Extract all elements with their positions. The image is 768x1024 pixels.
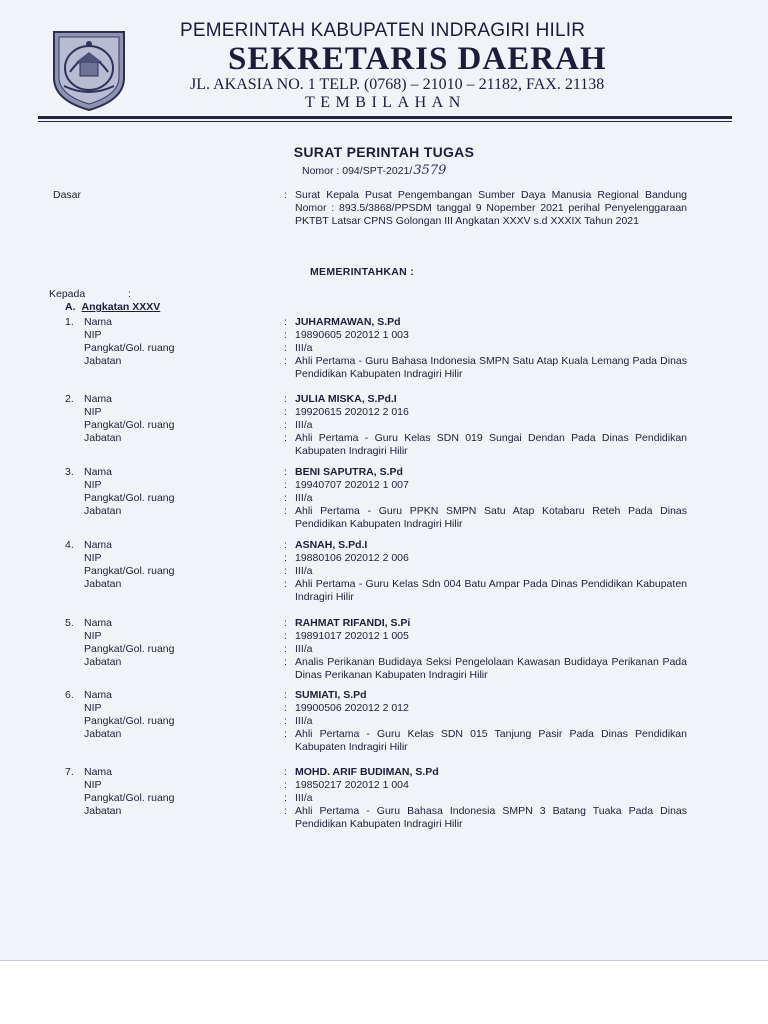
pangkat-value: III/a [295,492,313,504]
nama-colon: : [284,466,287,478]
pangkat-colon: : [284,419,287,431]
letterhead-rule-thin [38,121,732,122]
pangkat-value: III/a [295,419,313,431]
nip-value: 19940707 202012 1 007 [295,479,409,491]
pangkat-colon: : [284,643,287,655]
jabatan-colon: : [284,656,287,668]
nip-value: 19900506 202012 2 012 [295,702,409,714]
pangkat-value: III/a [295,565,313,577]
nama-colon: : [284,766,287,778]
nama-label: Nama [84,689,113,701]
dasar-label: Dasar [53,189,82,201]
nama-colon: : [284,393,287,405]
pangkat-colon: : [284,565,287,577]
nip-colon: : [284,630,287,642]
jabatan-label: Jabatan [84,805,122,817]
nip-value: 19850217 202012 1 004 [295,779,409,791]
nama-label: Nama [84,539,113,551]
nip-label: NIP [84,552,102,564]
list-item [0,766,768,836]
pangkat-colon: : [284,342,287,354]
angkatan-label: Angkatan XXXV [81,301,161,313]
jabatan-value: Ahli Pertama - Guru Bahasa Indonesia SMPN 3 Batang Tuaka Pada Dinas Pendidikan Kabupaten Indragiri Hilir [295,805,687,830]
pangkat-colon: : [284,715,287,727]
nip-colon: : [284,406,287,418]
pangkat-label: Pangkat/Gol. ruang [84,492,175,504]
nama-colon: : [284,617,287,629]
list-item [0,316,768,386]
nip-colon: : [284,702,287,714]
jabatan-value: Ahli Pertama - Guru PPKN SMPN Satu Atap Kotabaru Reteh Pada Dinas Pendidikan Kabupaten Indragiri Hilir [295,505,687,530]
list-item [0,617,768,687]
jabatan-colon: : [284,805,287,817]
letterhead-government: PEMERINTAH KABUPATEN INDRAGIRI HILIR [180,20,586,41]
nip-label: NIP [84,329,102,341]
nama-label: Nama [84,466,113,478]
jabatan-colon: : [284,578,287,590]
jabatan-value: Ahli Pertama - Guru Kelas Sdn 004 Batu Ampar Pada Dinas Pendidikan Kabupaten Indragiri Hilir [295,578,687,603]
entry-number: 2. [65,393,74,405]
regency-emblem-icon [50,28,128,112]
pangkat-value: III/a [295,643,313,655]
letterhead-city: TEMBILAHAN [305,94,466,111]
pangkat-label: Pangkat/Gol. ruang [84,715,175,727]
jabatan-value: Ahli Pertama - Guru Kelas SDN 019 Sungai Dendan Pada Dinas Pendidikan Kabupaten Indragiri Hilir [295,432,687,457]
nama-colon: : [284,539,287,551]
nip-label: NIP [84,779,102,791]
list-item [0,689,768,759]
entry-number: 7. [65,766,74,778]
pangkat-colon: : [284,792,287,804]
jabatan-colon: : [284,505,287,517]
pangkat-label: Pangkat/Gol. ruang [84,565,175,577]
letterhead-office: SEKRETARIS DAERAH [228,41,607,77]
kepada-label: Kepada [49,288,86,300]
dasar-text: Surat Kepala Pusat Pengembangan Sumber Daya Manusia Regional Bandung Nomor : 893.5/3868/PPSDM tanggal 9 Nopember 2021 perihal Penyelenggaraan PKTBT Latsar CPNS Golongan III Angkatan XXXV s.d XXXIX Tahun 2021 [295,189,687,227]
nip-value: 19890605 202012 1 003 [295,329,409,341]
jabatan-colon: : [284,432,287,444]
jabatan-value: Ahli Pertama - Guru Bahasa Indonesia SMPN Satu Atap Kuala Lemang Pada Dinas Pendidikan Kabupaten Indragiri Hilir [295,355,687,380]
pangkat-label: Pangkat/Gol. ruang [84,792,175,804]
pangkat-value: III/a [295,715,313,727]
nama-label: Nama [84,617,113,629]
jabatan-value: Analis Perikanan Budidaya Seksi Pengelolaan Kawasan Budidaya Perikanan Pada Dinas Perikanan Kabupaten Indragiri Hilir [295,656,687,681]
pangkat-value: III/a [295,792,313,804]
angkatan-heading [65,301,160,313]
nama-label: Nama [84,316,113,328]
entry-number: 5. [65,617,74,629]
dasar-colon: : [284,189,287,201]
pangkat-label: Pangkat/Gol. ruang [84,342,175,354]
nama-label: Nama [84,766,113,778]
nama-value: ASNAH, S.Pd.I [295,539,368,551]
nip-label: NIP [84,479,102,491]
jabatan-label: Jabatan [84,355,122,367]
nip-value: 19920615 202012 2 016 [295,406,409,418]
nama-label: Nama [84,393,113,405]
nama-colon: : [284,316,287,328]
document-title: SURAT PERINTAH TUGAS [293,144,475,160]
jabatan-value: Ahli Pertama - Guru Kelas SDN 015 Tanjung Pasir Pada Dinas Pendidikan Kabupaten Indragiri Hilir [295,728,687,753]
jabatan-label: Jabatan [84,432,122,444]
nip-label: NIP [84,630,102,642]
pangkat-value: III/a [295,342,313,354]
entry-number: 4. [65,539,74,551]
memerintahkan-heading: MEMERINTAHKAN : [310,266,415,278]
entry-number: 6. [65,689,74,701]
nama-colon: : [284,689,287,701]
nama-value: SUMIATI, S.Pd [295,689,367,701]
entry-number: 1. [65,316,74,328]
nip-value: 19880106 202012 2 006 [295,552,409,564]
list-item [0,466,768,536]
pangkat-colon: : [284,492,287,504]
jabatan-label: Jabatan [84,728,122,740]
nama-value: BENI SAPUTRA, S.Pd [295,466,403,478]
nama-value: JULIA MISKA, S.Pd.I [295,393,397,405]
jabatan-label: Jabatan [84,505,122,517]
jabatan-colon: : [284,355,287,367]
angkatan-letter: A. [65,301,76,313]
nip-label: NIP [84,702,102,714]
letterhead-address: JL. AKASIA NO. 1 TELP. (0768) – 21010 – 21182, FAX. 21138 [190,76,605,93]
nip-label: NIP [84,406,102,418]
jabatan-colon: : [284,728,287,740]
nip-colon: : [284,329,287,341]
jabatan-label: Jabatan [84,578,122,590]
document-number-prefix: Nomor : 094/SPT-2021/ [302,165,413,177]
nip-colon: : [284,479,287,491]
nip-colon: : [284,779,287,791]
nama-value: RAHMAT RIFANDI, S.Pi [295,617,411,629]
pangkat-label: Pangkat/Gol. ruang [84,419,175,431]
document-number [302,163,446,178]
nama-value: JUHARMAWAN, S.Pd [295,316,401,328]
jabatan-label: Jabatan [84,656,122,668]
pangkat-label: Pangkat/Gol. ruang [84,643,175,655]
nip-colon: : [284,552,287,564]
letterhead [0,0,768,125]
kepada-colon: : [128,288,131,300]
document-number-handwritten: 3579 [413,163,447,178]
letterhead-rule-thick [38,116,732,119]
list-item [0,539,768,609]
list-item [0,393,768,463]
nip-value: 19891017 202012 1 005 [295,630,409,642]
nama-value: MOHD. ARIF BUDIMAN, S.Pd [295,766,439,778]
entry-number: 3. [65,466,74,478]
